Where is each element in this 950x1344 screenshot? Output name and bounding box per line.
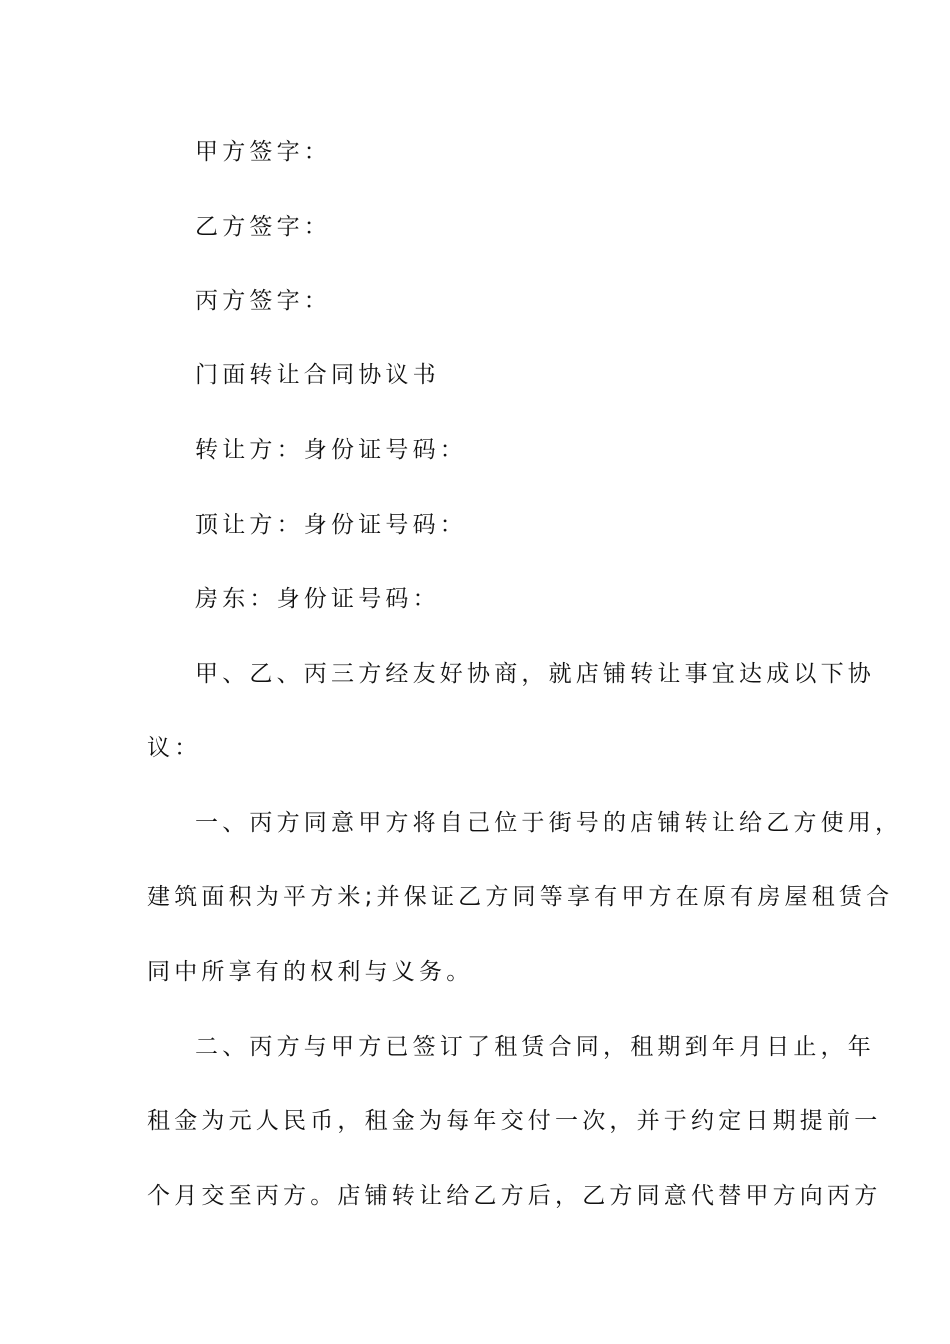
intro-line-1: 甲、乙、丙三方经友好协商，就店铺转让事宜达成以下协 [195,661,875,687]
transferee-id-line: 顶让方：身份证号码： [195,512,467,538]
intro-line-2: 议： [147,735,202,761]
party-b-signature-label: 乙方签字： [195,214,331,240]
document-title: 门面转让合同协议书 [195,362,440,388]
party-c-signature-label: 丙方签字： [195,288,331,314]
clause-2-line-1: 二、丙方与甲方已签订了租赁合同，租期到年月日止，年 [195,1034,875,1060]
clause-1-line-3: 同中所享有的权利与义务。 [147,959,474,985]
clause-1-line-2: 建筑面积为平方米;并保证乙方同等享有甲方在原有房屋租赁合 [147,884,894,910]
party-a-signature-label: 甲方签字： [195,139,331,165]
clause-2-line-3: 个月交至丙方。店铺转让给乙方后，乙方同意代替甲方向丙方 [147,1183,882,1209]
landlord-id-line: 房东：身份证号码： [195,586,440,612]
clause-2-line-2: 租金为元人民币，租金为每年交付一次，并于约定日期提前一 [147,1108,882,1134]
transferor-id-line: 转让方：身份证号码： [195,437,467,463]
clause-1-line-1: 一、丙方同意甲方将自己位于街号的店铺转让给乙方使用， [195,810,903,836]
